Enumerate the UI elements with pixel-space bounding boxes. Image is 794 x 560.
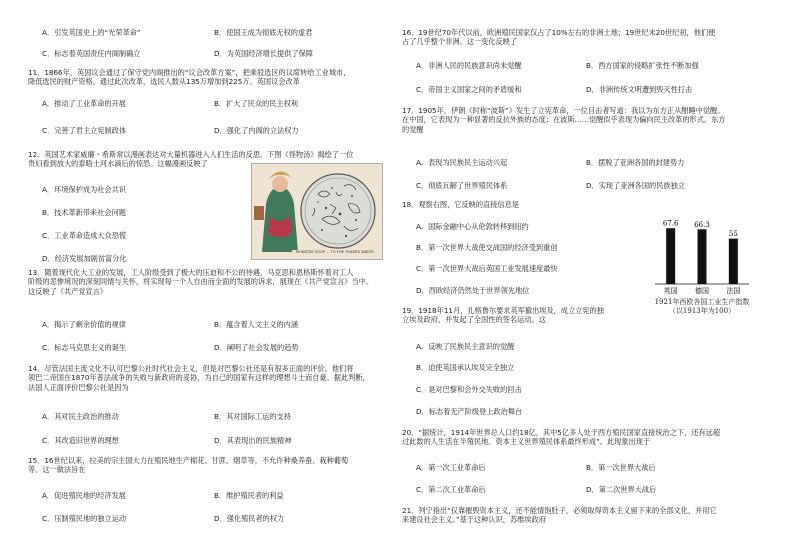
- question-18: [402, 200, 642, 295]
- question-10-options: [28, 28, 390, 62]
- q17-stem: 17．1905年，伊朗《时称“波斯”》发生了立宪革命，一位目击者写道：我以为东方正从酣睡中觉醒。 在中国，它表现为一种显著的反抗外族的态度；在波斯……觉醒似乎表现为偏向民主改革的形式。东方 的觉醒: [402, 106, 726, 134]
- q19-stem: 19．1918年11月，扎格鲁尔要求英军撤出埃及，成立立宪的独 立埃及政府，并发起了全国性的签名运动。这: [402, 306, 604, 325]
- bar-value-label-0: 67.6: [662, 219, 679, 228]
- q20-stem: 20．“据统计，1914年世界总人口约18亿，其中5亿多人处于西方殖民国家直接统治之下，还有远超 过此数的人生活在半殖民地。资本主义世界殖民体系最终形成”。此现象出现于: [402, 428, 721, 447]
- question-15: [28, 456, 390, 523]
- industrial-index-chart: [647, 206, 757, 296]
- q11-stem: 11．1866年，英国议会通过了保守党内阁推出的“议会改革方案”，把乘驳选区的议席转给工业城市， 降低选民的财产资格。通过此次改革，选民人数从135万增加到225万。英国议会改革: [28, 68, 351, 87]
- bar-1: [698, 229, 707, 284]
- q17-option-a: A．表现为民族民主运动兴起: [416, 158, 508, 167]
- q16-option-b: B．西方国家的侵略扩张性不断加强: [586, 61, 699, 70]
- question-11: [28, 68, 390, 135]
- chart-subtitle: （以1913年为100）: [668, 306, 736, 315]
- q10-option-c: C．标志着英国责任内阁制确立: [42, 49, 141, 58]
- q18-option-c: C．第一次世界大战后英国工业发展速度最快: [416, 264, 558, 273]
- cartoon-caption: MONSTER SOUP ... TO THE THAMES WATER: [296, 250, 374, 254]
- q19-option-d: D．标志着无产阶级登上政治舞台: [416, 407, 523, 416]
- chart-title: 1921年西欧各国工业生产指数: [654, 298, 750, 306]
- q14-option-a: A．其对民主政治的推动: [42, 412, 119, 421]
- q15-stem: 15．16世纪以来，拉美的宗主国大力在殖民地生产棉花、甘蔗、烟草等，不允许种桑养蚕、栽种葡萄 等。这一做法旨在: [28, 456, 349, 475]
- q20-option-c: C．第二次工业革命后: [416, 485, 486, 494]
- q19-option-c: C．是对巴黎和会外交失败的回击: [416, 385, 522, 394]
- question-14: [28, 364, 390, 445]
- q16-option-a: A．非洲人民的民族意识尚未觉醒: [416, 61, 522, 70]
- bar-chart-svg: [647, 206, 757, 296]
- q12-option-c: C．工业革命造成大众恐慌: [42, 231, 127, 240]
- category-label-0: 英国: [663, 287, 678, 295]
- q12-option-a: A．环境保护成为社会共识: [42, 185, 126, 194]
- q11-option-d: D．强化了内阁的立法权力: [214, 126, 299, 135]
- q15-option-c: C．压制殖民地的独立运动: [42, 514, 127, 523]
- chart-caption: [630, 298, 774, 316]
- q13-option-b: B．蕴含着人文主义的内涵: [214, 320, 298, 329]
- q13-option-d: D．阐明了社会发展的趋势: [214, 343, 299, 352]
- q15-option-a: A．促进殖民地的经济发展: [42, 491, 126, 500]
- q11-option-a: A．推动了工业革命的开展: [42, 99, 126, 108]
- q14-option-c: C．其改造旧世界的理想: [42, 436, 119, 445]
- q15-option-d: D．强化殖民者的权力: [214, 514, 285, 523]
- q14-option-b: B．其对国际工运的支持: [214, 412, 291, 421]
- question-17: [402, 106, 772, 190]
- q12-option-d: D．经济发展加剧贫富分化: [42, 254, 127, 263]
- q18-option-d: D．西欧经济仍然处于世界领先地位: [416, 286, 530, 295]
- question-21: [402, 506, 772, 525]
- q20-option-d: D．第二次世界大战后: [586, 485, 657, 494]
- bar-value-label-1: 66.3: [694, 220, 710, 229]
- q10-option-d: D．为英国经济增长提供了保障: [214, 49, 313, 58]
- bar-0: [666, 228, 675, 284]
- question-19: [402, 306, 642, 416]
- category-label-2: 法国: [726, 287, 741, 295]
- q15-option-b: B．维护殖民者的利益: [214, 491, 284, 500]
- bar-value-label-2: 55: [728, 230, 738, 239]
- q16-option-c: C．帝国主义国家之间的矛盾缓和: [416, 85, 522, 94]
- q13-stem: 13．随着现代化大工业的发展，工人阶级受到了极大的压迫和不公的待遇，马克思和恩格斯怀着对工人 阶级的悲惨境况的深刻同情与关怀，将实现每一个人自由而全面的发展的诉求，展现在《共产党宣言》当中。 这反映了《共产党宣言》: [28, 268, 374, 296]
- q14-stem: 14．尽管法国主流文化不认可巴黎公社时代社会主义，但是对巴黎公社还是有很多正面的评价。他们将 领巴二帝国在1870年普法战争的失败与新政府的妥协，为自己的国家有这样的理想斗士而自豪。据此判断， 法国人正面评价巴黎公社是因为: [28, 364, 370, 392]
- category-label-1: 德国: [695, 287, 709, 295]
- question-13: [28, 268, 390, 352]
- q17-option-b: B．摆脱了亚洲各国的封建势力: [586, 158, 685, 167]
- q11-option-b: B．扩大了民众的民主权利: [214, 99, 298, 108]
- q13-option-c: C．标志马克思主义的诞生: [42, 343, 127, 352]
- q16-stem: 16．19世纪70年代以前，欧洲殖民国家仅占了10%左右的非洲土地；19世纪末20世纪初，他们便 占了几乎整个非洲。这一变化反映了: [402, 28, 716, 47]
- bar-2: [729, 239, 738, 284]
- q18-option-a: A．国际金融中心从伦敦转移到纽约: [416, 222, 529, 231]
- q17-option-d: D．实现了亚洲各国的民族独立: [586, 181, 685, 190]
- cartoon-illustration: [252, 164, 382, 259]
- monster-soup-cartoon: [251, 163, 383, 260]
- q20-option-b: B．第一次世界大战后: [586, 463, 656, 472]
- q16-option-d: D．非洲传统文明遭到毁灭性打击: [586, 85, 693, 94]
- q13-option-a: A．揭示了剩余价值的规律: [42, 320, 126, 329]
- question-20: [402, 428, 772, 494]
- question-16: [402, 28, 772, 94]
- q19-option-b: B．迫使英国承认埃及完全独立: [416, 363, 515, 372]
- q11-option-c: C．完善了君主立宪制政体: [42, 126, 127, 135]
- q19-option-a: A．反映了民族民主意识的觉醒: [416, 342, 515, 351]
- q21-stem: 21．列宁指出“仅靠摧毁资本主义，还不能情饱肚子，必须取得资本主义留下来的全部文化，并用它 来建设社会主义。”基于这种认识，苏维埃政府: [402, 506, 717, 525]
- q12-stem: 12．英国艺术家威廉・希斯常以漫画表达对大量机器进入人们生活的反思。下图《怪物汤》揭绘了一位 贵妇看到放大的泰晤士河水滴后的惊恐。这幅漫画反映了: [28, 150, 354, 169]
- q18-stem: 18．观察右图，它反映的直接信息是: [402, 200, 519, 209]
- q12-option-b: B．技术革新带来社会问题: [42, 208, 126, 217]
- q10-option-b: B．使国王成为彻底无权的虚君: [214, 28, 313, 37]
- q14-option-d: D．其表现出的民族精神: [214, 436, 292, 445]
- q18-option-b: B．第一次世界大战使交战国的经济受到重创: [416, 243, 558, 252]
- q20-option-a: A．第一次工业革命后: [416, 463, 486, 472]
- q17-option-c: C．彻底瓦解了世界殖民体系: [416, 181, 508, 190]
- q10-option-a: A．引发英国史上的“光荣革命”: [42, 28, 141, 37]
